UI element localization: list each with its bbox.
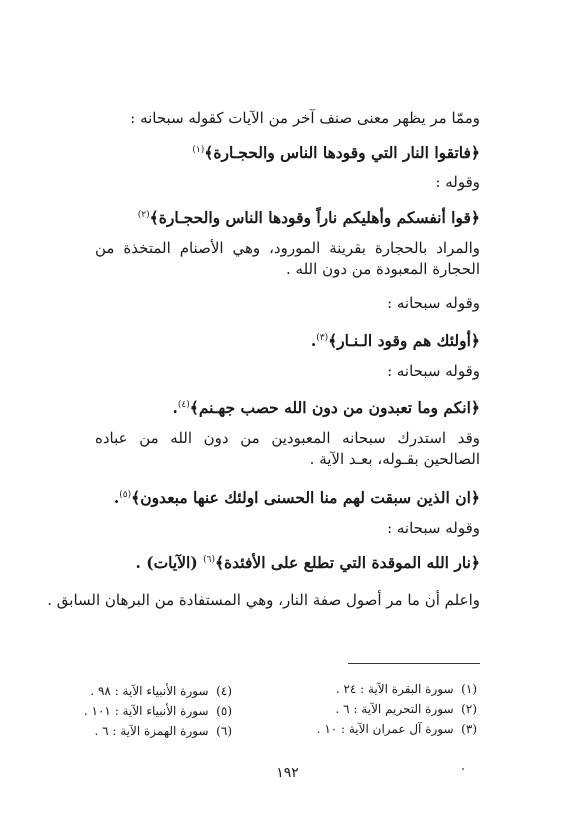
footnote-ref: (٢) xyxy=(137,210,150,220)
footnote-text: سورة التحريم الآية : ٦ . xyxy=(335,702,454,716)
footnote-text: سورة البقرة الآية : ٢٤ . xyxy=(335,682,454,696)
body-line-qawluh-subhanahu: وقوله سبحانه : xyxy=(387,294,480,312)
footnote-number: (٥) xyxy=(216,704,232,718)
verse-trailing: . xyxy=(172,398,178,418)
verse-text: ﴿فاتقوا النار التي وقودها الناس والحجـارة﴾ xyxy=(204,143,480,163)
body-paragraph-explanation: والمراد بالحجارة بقرينة المورود، وهي الأصنام المتخذة من الحجارة المعبودة من دون الله . xyxy=(95,239,480,278)
body-line-conclusion: واعلم أن ما مر أصول صفة النار، وهي المستفادة من البرهان السابق . xyxy=(47,591,480,609)
verse-text: ﴿ان الذين سبقت لهم منا الحسنى اولئك عنها مبعدون﴾ xyxy=(131,488,480,508)
verse-text: ﴿نار الله الموقدة التي تطلع على الأفئدة﴾ xyxy=(214,553,480,573)
body-line-qawluh-subhanahu: وقوله سبحانه : xyxy=(387,519,480,537)
body-line-qawluh: وقوله : xyxy=(435,173,480,191)
verse-text: ﴿قوا أنفسكم وأهليكم ناراً وقودها الناس والحجـارة﴾ xyxy=(149,208,480,228)
verse-trailing: . xyxy=(113,488,120,508)
verse-trailing: (الآيات) . xyxy=(135,553,204,573)
footnote-number: (٤) xyxy=(216,684,232,698)
verse-humaza-6 xyxy=(135,550,480,573)
body-paragraph-istidrak: وقد استدرك سبحانه المعبودين من دون الله من عباده الصالحين بقـوله، بعـد الآية . xyxy=(95,429,480,468)
footnote-separator xyxy=(348,663,480,664)
footnote-text: سورة آل عمران الآية : ١٠ . xyxy=(316,722,454,736)
footnote-2 xyxy=(336,701,477,717)
footnote-ref: (٤) xyxy=(177,400,190,410)
footnote-ref: (٦) xyxy=(203,555,215,565)
footnote-6 xyxy=(94,723,232,739)
body-line-qawluh-subhanahu: وقوله سبحانه : xyxy=(387,362,480,380)
footnote-text: سورة الأنبياء الآية : ٩٨ . xyxy=(90,684,209,698)
body-line-intro: وممّا مر يظهر معنى صنف آخر من الآيات كقوله سبحانه : xyxy=(130,109,480,127)
footnote-1 xyxy=(336,681,477,697)
footnote-5 xyxy=(84,703,232,719)
footnote-number: (٦) xyxy=(216,724,232,738)
verse-anbiya-101 xyxy=(114,485,480,508)
footnote-number: (٣) xyxy=(461,722,477,736)
verse-al-imran-10 xyxy=(311,328,480,351)
footnote-number: (١) xyxy=(461,682,477,696)
footnote-ref: (٥) xyxy=(119,490,132,500)
footnote-number: (٢) xyxy=(461,702,477,716)
footnote-ref: (١) xyxy=(192,145,205,155)
verse-tahrim-6 xyxy=(138,205,480,228)
footnote-3 xyxy=(317,721,477,737)
footnote-ref: (٣) xyxy=(316,333,329,343)
scan-speck xyxy=(462,768,464,770)
verse-anbiya-98 xyxy=(172,395,480,418)
verse-text: ﴿أولئك هم وقود الـنـار﴾ xyxy=(328,331,480,351)
footnote-text: سورة الهمزة الآية : ٦ . xyxy=(94,724,209,738)
verse-text: ﴿انكم وما تعبدون من دون الله حصب جهـنم﴾ xyxy=(189,398,480,418)
page-number: ١٩٢ xyxy=(276,765,299,781)
footnote-4 xyxy=(90,683,232,699)
footnote-text: سورة الأنبياء الآية : ١٠١ . xyxy=(83,704,209,718)
verse-trailing: . xyxy=(310,331,317,351)
verse-baqara-24 xyxy=(192,140,480,163)
